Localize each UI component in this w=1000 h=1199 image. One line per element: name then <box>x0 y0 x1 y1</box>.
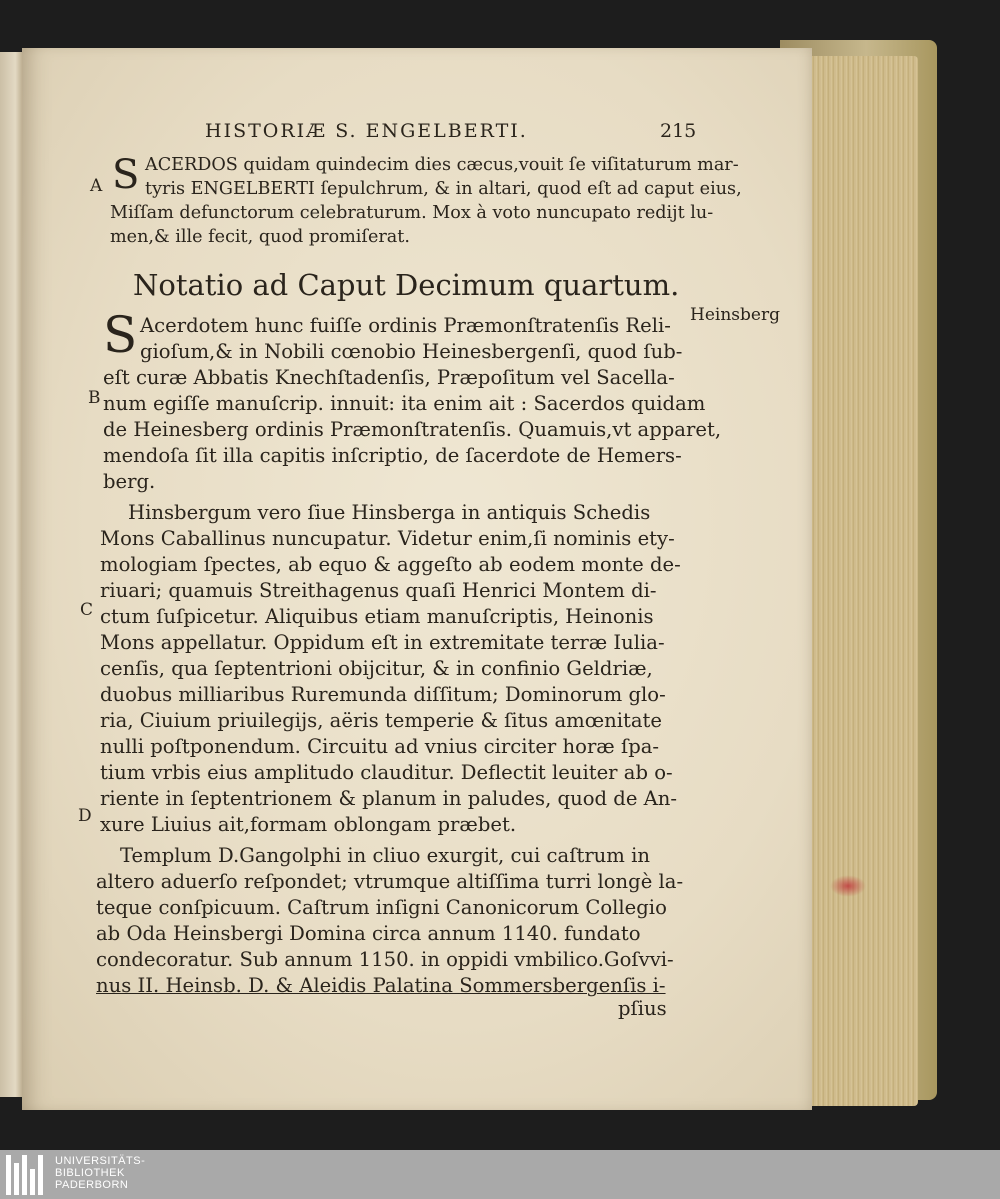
body-line: duobus milliaribus Ruremunda diſſitum; Dominorum glo- <box>100 683 666 706</box>
second-para-line: de Heinesberg ordinis Præmonſtratenſis. Quamuis,vt apparet, <box>103 418 722 441</box>
library-name <box>55 1155 145 1191</box>
body-line: nulli poſtponendum. Circuitu ad vnius circiter horæ ſpa- <box>100 735 660 758</box>
dropcap-second: S <box>103 306 138 364</box>
body-line: ctum ſuſpicetur. Aliquibus etiam manuſcriptis, Heinonis <box>100 605 654 628</box>
side-letter-b: B <box>88 388 101 408</box>
side-letter-a: A <box>90 176 103 196</box>
first-para-line: men,& ille fecit, quod promiſerat. <box>110 227 410 247</box>
second-para-line: Acerdotem hunc fuiſſe ordinis Præmonſtratenſis Reli- <box>140 314 671 337</box>
body-line: Templum D.Gangolphi in cliuo exurgit, cui caſtrum in <box>120 844 650 867</box>
body-line: ab Oda Heinsbergi Domina circa annum 1140. fundato <box>96 922 641 945</box>
body-line: cenſis, qua ſeptentrioni obijcitur, & in confinio Geldriæ, <box>100 657 653 680</box>
body-line: condecoratur. Sub annum 1150. in oppidi vmbilico.Goſvvi- <box>96 948 674 971</box>
side-letter-c: C <box>80 600 94 620</box>
body-line: Hinsbergum vero ſiue Hinsberga in antiquis Schedis <box>128 501 651 524</box>
left-page-edge <box>0 52 23 1097</box>
margin-note: Heinsberg <box>690 305 780 325</box>
body-line: tium vrbis eius amplitudo clauditur. Deflectit leuiter ab o- <box>100 761 673 784</box>
body-line: riente in ſeptentrionem & planum in paludes, quod de An- <box>100 787 678 810</box>
second-para-line: berg. <box>103 470 156 493</box>
running-head: HISTORIÆ S. ENGELBERTI. <box>205 120 528 142</box>
body-line: altero aduerſo reſpondet; vtrumque altiſſima turri longè la- <box>96 870 684 893</box>
body-line: ria, Ciuium priuilegijs, aëris temperie & ſitus amœnitate <box>100 709 663 732</box>
dropcap-first: S <box>112 152 140 198</box>
body-line: Mons appellatur. Oppidum eſt in extremitate terræ Iulia- <box>100 631 665 654</box>
second-para-line: gioſum,& in Nobili cœnobio Heinesbergenſi, quod ſub- <box>140 340 683 363</box>
body-line: xure Liuius ait,formam oblongam præbet. <box>100 813 517 836</box>
side-letter-d: D <box>78 806 92 826</box>
body-line: nus II. Heinsb. D. & Aleidis Palatina Sommersbergenſis i- <box>96 974 666 997</box>
page-number: 215 <box>660 120 697 142</box>
first-para-line: Miſſam defunctorum celebraturum. Mox à voto nuncupato redijt lu- <box>110 203 714 223</box>
first-para-line: tyris ENGELBERTI ſepulchrum, & in altari, quod eſt ad caput eius, <box>145 179 742 199</box>
section-heading: Notatio ad Caput Decimum quartum. <box>133 268 680 302</box>
footer-bar <box>0 1150 1000 1199</box>
second-para-line: num egiſſe manuſcrip. innuit: ita enim ait : Sacerdos quidam <box>103 392 706 415</box>
body-line: riuari; quamuis Streithagenus quaſi Henrici Montem di- <box>100 579 657 602</box>
first-para-line: ACERDOS quidam quindecim dies cæcus,vouit ſe viſitaturum mar- <box>145 155 739 175</box>
body-line: teque conſpicuum. Caſtrum inſigni Canonicorum Collegio <box>96 896 667 919</box>
body-line: mologiam ſpectes, ab equo & aggeſto ab eodem monte de- <box>100 553 681 576</box>
catchword: pſius <box>618 997 667 1020</box>
second-para-line: mendoſa ſit illa capitis inſcriptio, de ſacerdote de Hemers- <box>103 444 682 467</box>
second-para-line: eſt curæ Abbatis Knechſtadenſis, Præpoſitum vel Sacella- <box>103 366 675 389</box>
body-line: Mons Caballinus nuncupatur. Videtur enim,ſi nominis ety- <box>100 527 675 550</box>
library-name-line: BIBLIOTHEK <box>55 1167 125 1179</box>
library-logo-icon <box>6 1155 48 1195</box>
page-edges <box>800 56 918 1106</box>
library-name-line: UNIVERSITÄTS- <box>55 1155 146 1167</box>
library-name-line: PADERBORN <box>55 1179 129 1191</box>
red-stain <box>830 875 866 897</box>
